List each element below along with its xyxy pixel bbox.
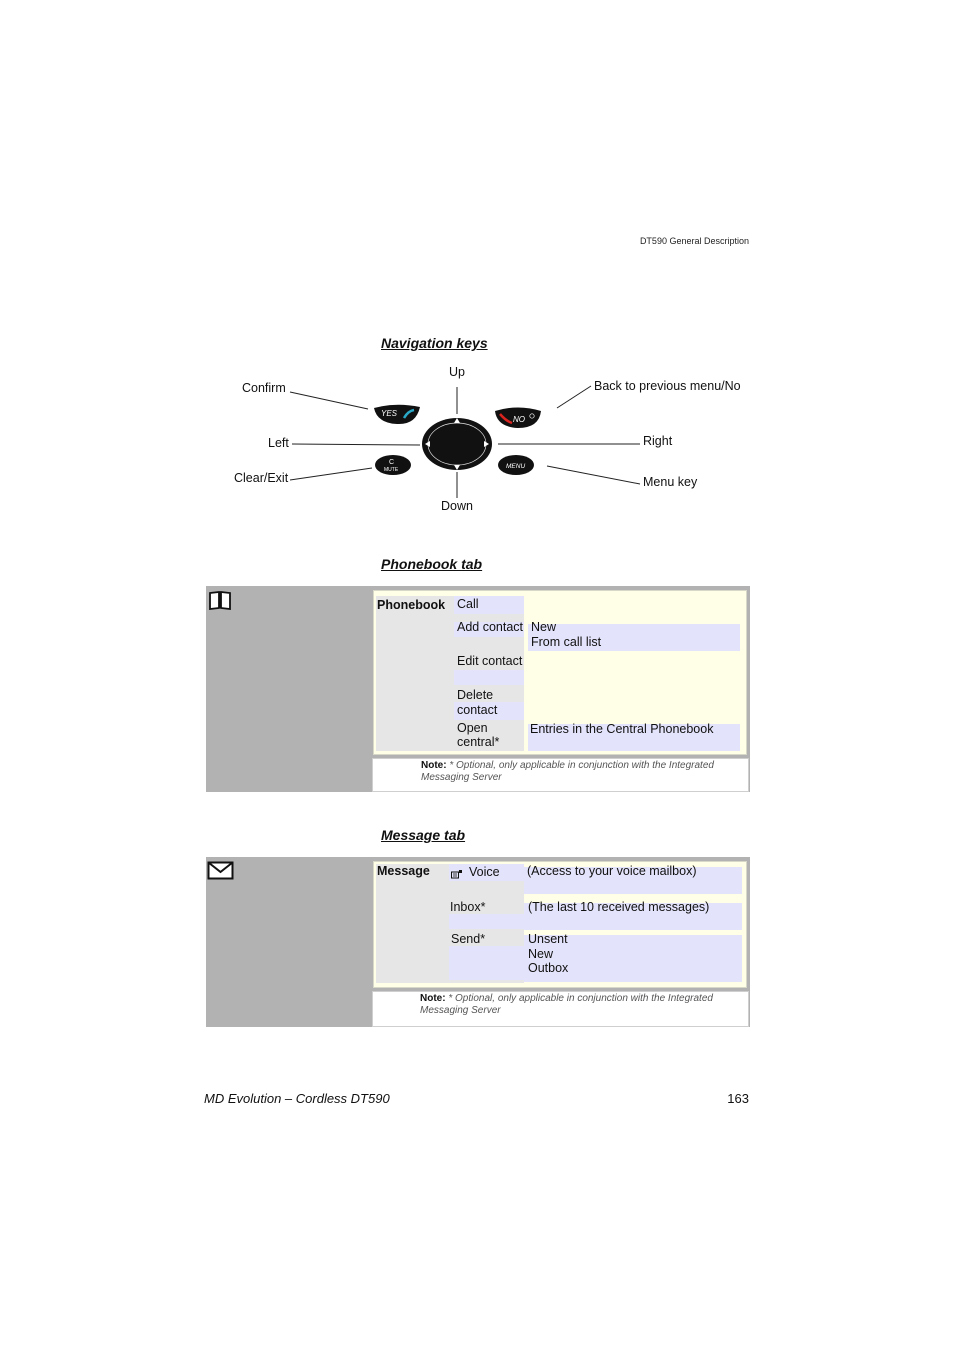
phonebook-menu-title: Phonebook [377, 598, 446, 612]
navigation-pad [422, 418, 492, 470]
message-tab-title: Message tab [381, 827, 466, 843]
phonebook-note-text: * Optional, only applicable in conjunction with the Integrated Messaging Server [421, 760, 714, 783]
menu-item-edit-contact[interactable]: Edit contact [457, 654, 523, 668]
phonebook-tab-title: Phonebook tab [381, 556, 483, 572]
submenu-item-from-call-list[interactable]: From call list [531, 635, 602, 649]
mute-key-label: MUTE [384, 467, 399, 473]
no-key-label: NO [513, 415, 525, 424]
menu-item-call[interactable]: Call [457, 597, 479, 611]
menu-item-voice[interactable]: Voice [469, 865, 500, 879]
confirm-leader [290, 392, 368, 409]
right-label: Right [643, 434, 673, 448]
footer-title: MD Evolution – Cordless DT590 [204, 1091, 390, 1106]
menu-item-add-contact[interactable]: Add contact [457, 620, 524, 634]
clear-exit-label: Clear/Exit [234, 471, 289, 485]
left-leader [292, 444, 420, 445]
down-label: Down [441, 499, 473, 513]
back-leader [557, 386, 591, 408]
message-note [372, 991, 749, 1027]
menu-item-open-central[interactable]: Open central* [457, 721, 500, 749]
menu-item-delete-contact[interactable]: Delete contact [457, 688, 498, 717]
menu-key-label-text: Menu key [643, 475, 698, 489]
clear-leader [290, 468, 372, 480]
voice-description: (Access to your voice mailbox) [527, 864, 697, 878]
c-key-label: C [389, 459, 395, 466]
left-label: Left [268, 436, 289, 450]
submenu-item-outbox[interactable]: Outbox [528, 961, 569, 975]
phonebook-note-label: Note: [421, 760, 447, 771]
phonebook-note [372, 758, 749, 792]
phonebook-root-column [376, 596, 454, 751]
submenu-item-new[interactable]: New [531, 620, 557, 634]
clear-mute-key [375, 455, 411, 475]
menu-item-send[interactable]: Send* [451, 932, 486, 946]
menu-key [498, 455, 534, 475]
menu-leader [547, 466, 640, 484]
up-label: Up [449, 365, 465, 379]
envelope-icon [207, 861, 234, 880]
voicemail-icon [451, 866, 463, 884]
message-note-text: * Optional, only applicable in conjunction with the Integrated Messaging Server [420, 993, 713, 1016]
navigation-keys-title: Navigation keys [381, 335, 488, 351]
no-key [495, 408, 541, 429]
yes-key-label: YES [381, 409, 398, 418]
message-menu-title: Message [377, 864, 430, 878]
submenu-central-entries[interactable]: Entries in the Central Phonebook [530, 722, 714, 736]
back-label: Back to previous menu/No [594, 379, 741, 393]
menu-key-label: MENU [506, 463, 526, 470]
running-header: DT590 General Description [639, 236, 749, 246]
menu-item-inbox[interactable]: Inbox* [450, 900, 486, 914]
navigation-keys-diagram [0, 0, 954, 560]
book-icon [208, 590, 232, 610]
page-number: 163 [727, 1091, 749, 1106]
submenu-item-new-message[interactable]: New [528, 947, 554, 961]
message-note-label: Note: [420, 993, 446, 1004]
submenu-item-unsent[interactable]: Unsent [528, 932, 568, 946]
confirm-label: Confirm [242, 381, 286, 395]
yes-key [374, 405, 420, 424]
inbox-description: (The last 10 received messages) [528, 900, 710, 914]
